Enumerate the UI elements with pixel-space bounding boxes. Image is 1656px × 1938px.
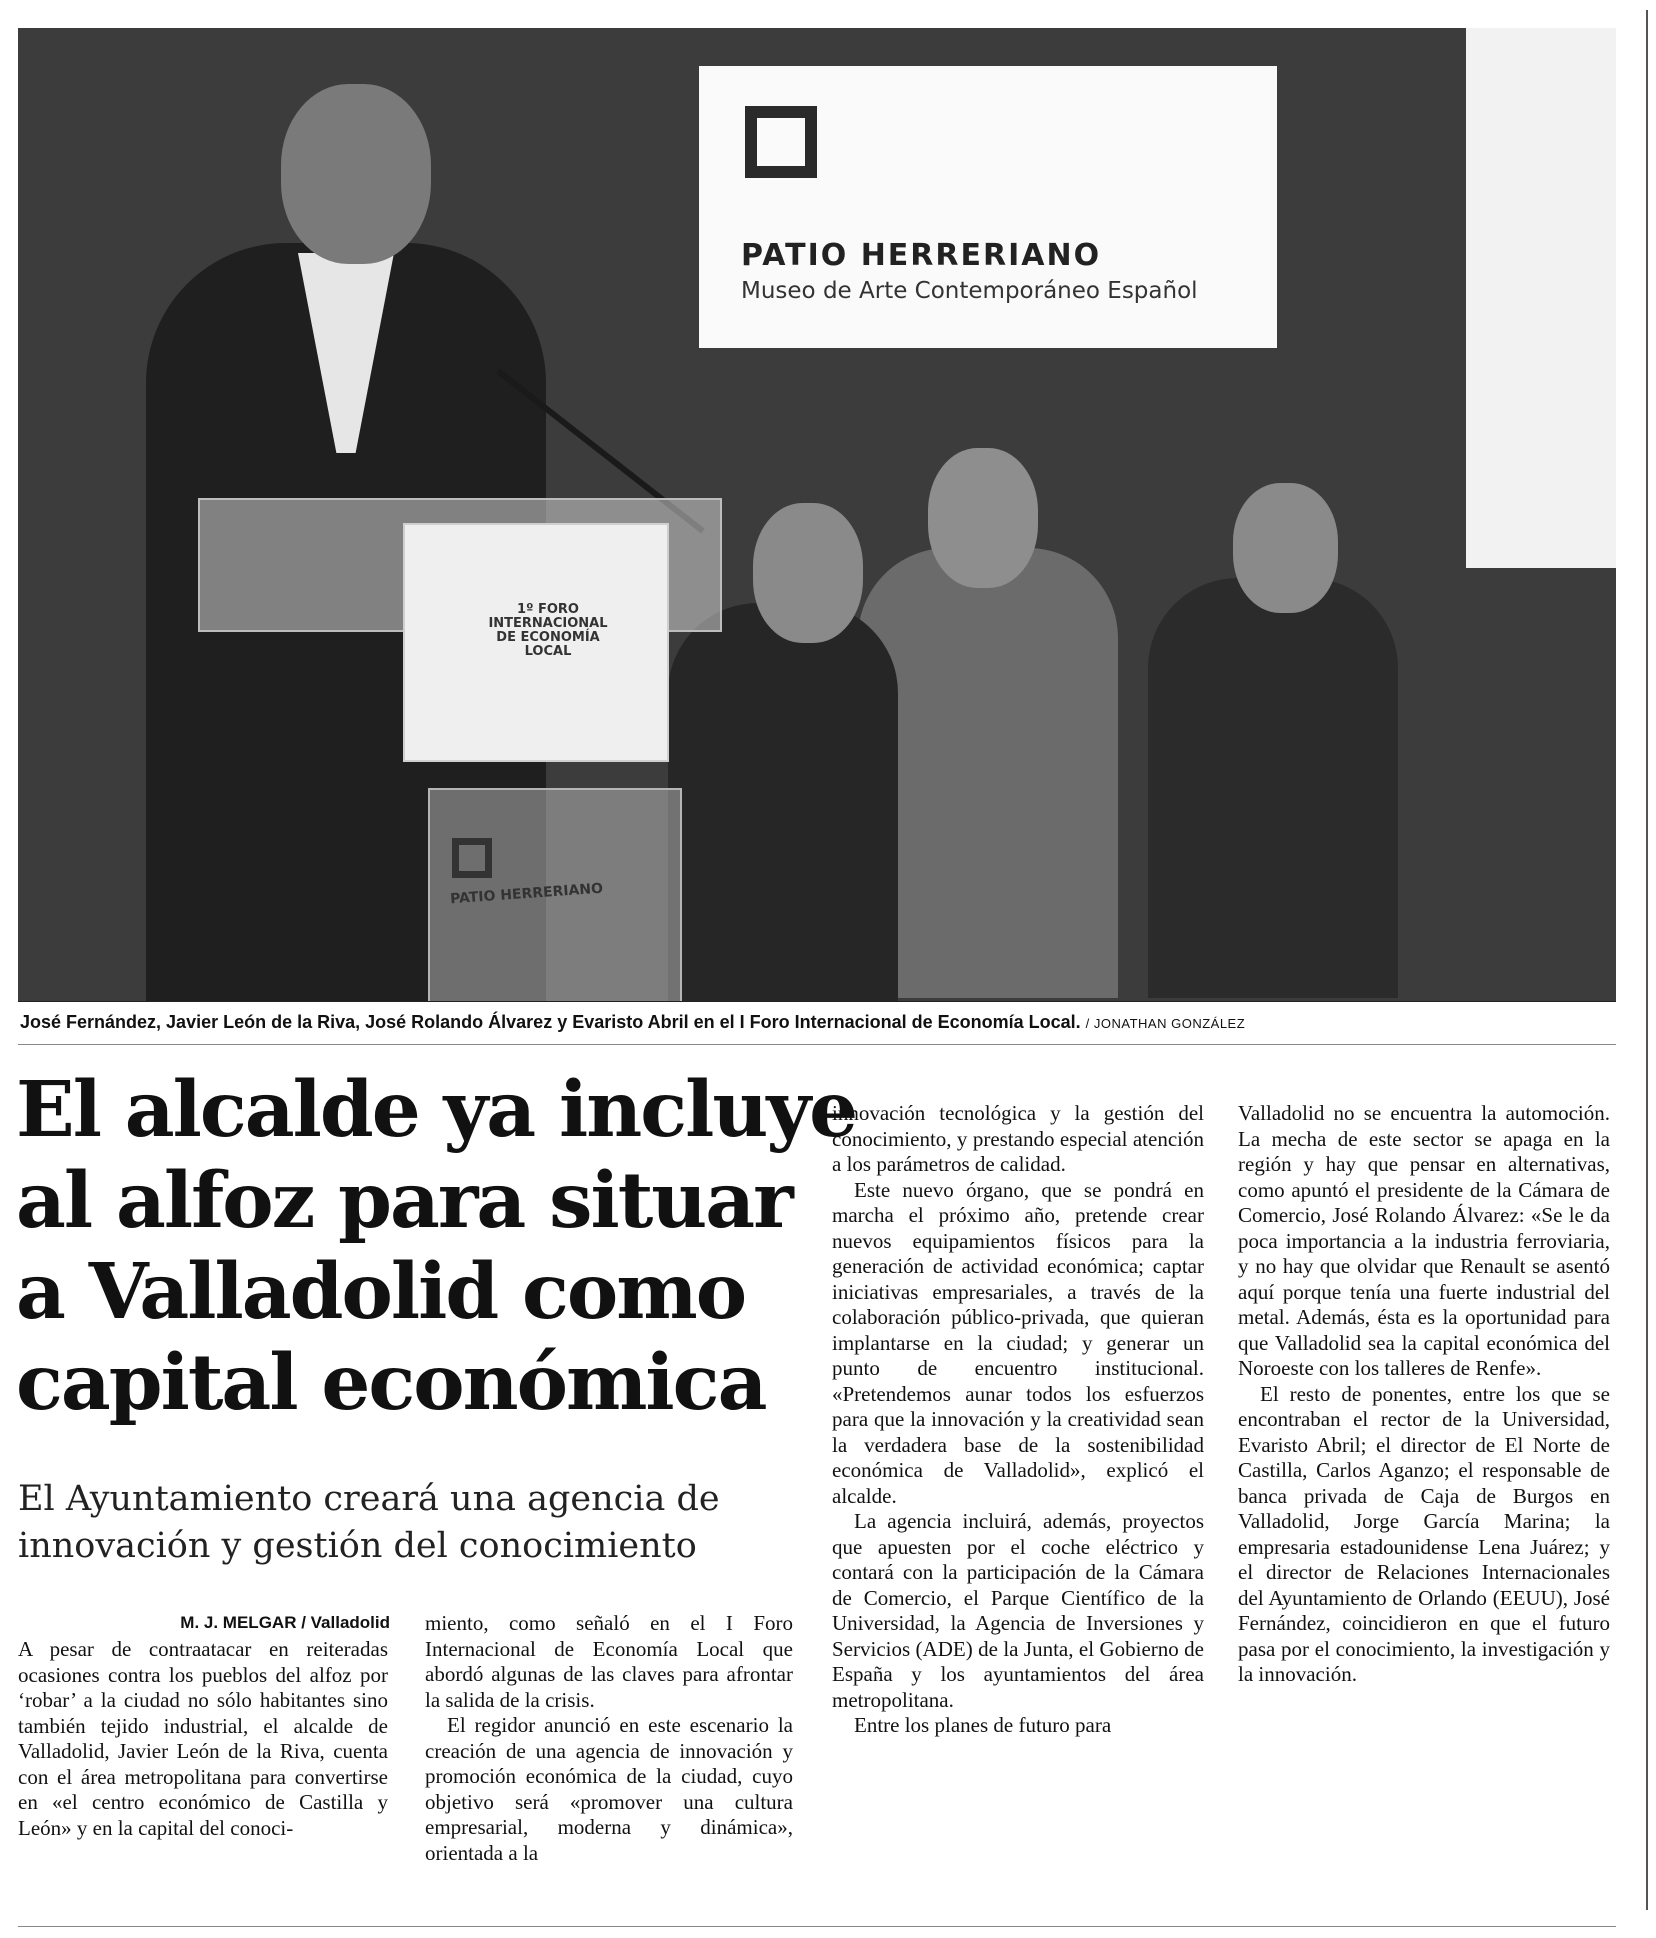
- article-column-4: [1238, 1101, 1610, 1688]
- person-head: [928, 448, 1038, 588]
- sign-subtitle: Museo de Arte Contemporáneo Español: [741, 278, 1198, 304]
- article-column-3: [832, 1101, 1204, 1739]
- article-paragraph: Entre los planes de futuro para: [854, 1713, 1112, 1737]
- museum-sign: [699, 66, 1277, 348]
- article-paragraph: Este nuevo órgano, que se pondrá en marcha el próximo año, pretende crear nuevos equipamientos físicos para la generación de actividad económica; captar iniciativas empresariales, a través de la colaboración público-privada, que quieran implantarse en la ciudad; y generar un punto de encuentro institucional. «Pretendemos aunar todos los esfuerzos para que la innovación y la creatividad sean la verdadera base de la sostenibilidad económica de Valladolid», explicó el alcalde.: [832, 1177, 1204, 1508]
- subheadline-line: innovación y gestión del conocimiento: [18, 1526, 697, 1566]
- page-edge: [1646, 10, 1648, 1910]
- podium-panel-text: 1º FORO INTERNACIONAL DE ECONOMÍA LOCAL: [488, 602, 608, 659]
- article-paragraph: miento, como señaló en el I Foro Internacional de Economía Local que abordó algunas de las claves para afrontar la salida de la crisis.: [425, 1611, 793, 1712]
- headline-line: al alfoz para situar: [16, 1156, 792, 1246]
- podium-panel: [403, 523, 669, 762]
- podium-base: [428, 788, 682, 1002]
- person-head: [1233, 483, 1338, 613]
- article-column-2: [425, 1611, 793, 1866]
- caption-text: José Fernández, Javier León de la Riva, José Rolando Álvarez y Evaristo Abril en el I Foro Internacional de Economía Local.: [20, 1012, 1081, 1032]
- sign-title: PATIO HERRERIANO: [741, 238, 1102, 273]
- headline: [16, 1065, 857, 1429]
- news-photo: [18, 28, 1616, 1002]
- headline-line: capital económica: [16, 1338, 766, 1428]
- article-paragraph: A pesar de contraatacar en reiteradas ocasiones contra los pueblos del alfoz por ‘robar’ a la ciudad no sólo habitantes sino también tejido industrial, el alcalde de Valladolid, Javier León de la Riva, cuenta con el área metropolitana para convertirse en «el centro económico de Castilla y León» y en la capital del conoci-: [18, 1637, 388, 1840]
- podium-base-text: PATIO HERRERIANO: [449, 880, 604, 908]
- article-paragraph: El regidor anunció en este escenario la creación de una agencia de innovación y promoción económica de la ciudad, cuyo objetivo será «promover una cultura empresarial, moderna y dinámica», orientada a la: [425, 1713, 793, 1865]
- headline-line: a Valladolid como: [16, 1247, 746, 1337]
- byline: M. J. MELGAR / Valladolid: [180, 1613, 390, 1632]
- article-paragraph: innovación tecnológica y la gestión del conocimiento, y prestando especial atención a los parámetros de calidad.: [832, 1101, 1204, 1176]
- photo-caption: [20, 1010, 1630, 1036]
- photo-wall: [1466, 28, 1616, 568]
- subheadline-line: El Ayuntamiento creará una agencia de: [18, 1479, 720, 1519]
- article-paragraph: El resto de ponentes, entre los que se encontraban el rector de la Universidad, Evaristo Abril; el director de El Norte de Castilla, Carlos Aganzo; el responsable de banca privada de Caja de Burgos en Valladolid, Jorge García Marina; la empresaria estadounidense Lena Juárez; y el director de Relaciones Internacionales del Ayuntamiento de Orlando (EEUU), José Fernández, coincidieron en que el futuro pasa por el conocimiento, la investigación y la innovación.: [1238, 1381, 1610, 1686]
- podium-logo-icon: [452, 838, 492, 878]
- museum-logo-icon: [745, 106, 817, 178]
- article-paragraph: La agencia incluirá, además, proyectos que apuesten por el coche eléctrico y contará con la participación de la Cámara de Comercio, el Parque Científico de la Universidad, la Agencia de Inversiones y Servicios (ADE) de la Junta, el Gobierno de España y los ayuntamientos del área metropolitana.: [832, 1509, 1204, 1712]
- headline-line: El alcalde ya incluye: [16, 1065, 857, 1155]
- person-body: [1148, 578, 1398, 998]
- person-head: [753, 503, 863, 643]
- bottom-rule: [18, 1926, 1616, 1927]
- article-paragraph: Valladolid no se encuentra la automoción. La mecha de este sector se apaga en la región y hay que pensar en alternativas, como apuntó el presidente de la Cámara de Comercio, José Rolando Álvarez: «Se le da poca importancia a la industria ferroviaria, y no hay que olvidar que Renault se asentó aquí porque tenía una fuerte industrial del metal. Además, ésta es la oportunidad para que Valladolid sea la capital económica del Noroeste con los talleres de Renfe».: [1238, 1101, 1610, 1380]
- caption-rule: [18, 1044, 1616, 1045]
- article-column-1: [18, 1637, 388, 1841]
- photo-credit: / JONATHAN GONZÁLEZ: [1085, 1016, 1246, 1031]
- person-body: [668, 603, 898, 1002]
- speaker-head: [281, 84, 431, 264]
- subheadline: [18, 1476, 818, 1570]
